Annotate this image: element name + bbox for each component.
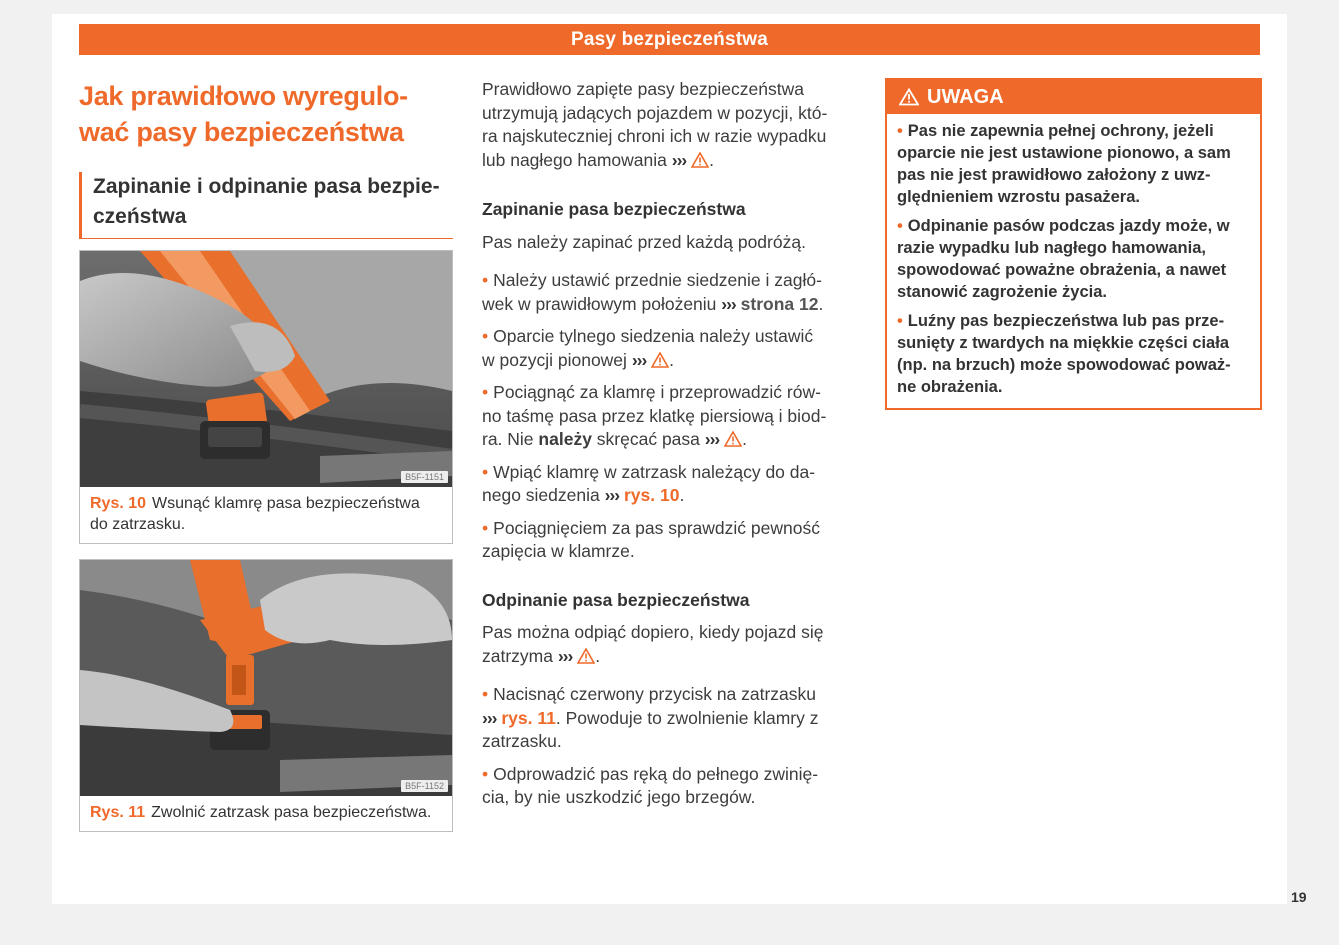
bullet-dot: • (482, 382, 489, 402)
caption-text: Zwolnić zatrzask pasa bezpieczeństwa. (151, 804, 432, 821)
figure-10-image (80, 251, 452, 487)
text-line: wek w prawidłowym położeniu (482, 293, 717, 314)
figure-11 (79, 559, 453, 832)
bullet-dot: • (482, 517, 489, 538)
warning-triangle-icon (899, 88, 919, 106)
warning-item (897, 120, 1250, 208)
subsection-title-line: czeństwa (93, 205, 187, 228)
text-line: w pozycji pionowej (482, 349, 627, 370)
arrows-glyph: ››› (604, 485, 620, 505)
seatbelt-release-illustration (80, 560, 452, 796)
text-line: Odprowadzić pas ręką do pełnego zwinię- (493, 763, 819, 784)
text-line: cia, by nie uszkodzić jego brzegów. (482, 787, 756, 807)
caption-text: do zatrzasku. (90, 516, 186, 533)
left-column (79, 78, 453, 239)
text-line: Odpinanie pasów podczas jazdy może, w (907, 217, 1230, 235)
warning-icon[interactable] (651, 352, 669, 368)
bullet-dot: • (897, 312, 903, 330)
text-line: spowodować poważne obrażenia, a nawet (897, 261, 1227, 279)
text-line: Prawidłowo zapięte pasy bezpieczeństwa (482, 79, 804, 99)
text-line: ne obrażenia. (897, 378, 1003, 396)
text-line: Wpiąć klamrę w zatrzask należący do da- (493, 461, 816, 482)
bullet-dot: • (482, 326, 489, 346)
text-line: sunięty z twardych na miękkie części ciała (897, 334, 1229, 352)
text-line: nego siedzenia (482, 485, 600, 505)
chapter-header: Pasy bezpieczeństwa (79, 24, 1260, 55)
warning-item (897, 215, 1250, 303)
text-line: . Powoduje to zwolnienie klamry z (555, 707, 819, 728)
arrows-glyph: ››› (671, 149, 687, 170)
text-line: ra. Nie (482, 429, 534, 449)
fasten-heading: Zapinanie pasa bezpieczeństwa (482, 199, 746, 219)
text-line: zatrzasku. (482, 731, 562, 751)
section-title-line: wać pasy bezpieczeństwa (79, 117, 404, 147)
text-line: ględnieniem wzrostu pasażera. (897, 188, 1140, 206)
warning-title: UWAGA (927, 86, 1004, 108)
subsection-title-line: Zapinanie i odpinanie pasa bezpie- (93, 175, 440, 198)
text-line: zatrzyma (482, 645, 553, 666)
fasten-intro: Pas należy zapinać przed każdą podróżą. (482, 231, 806, 252)
bullet-dot: • (482, 461, 489, 482)
list-item (482, 683, 852, 754)
bullet-dot: • (482, 684, 489, 704)
bullet-dot: • (897, 217, 903, 235)
text-line: Pociągnięciem za pas sprawdzić pewność (493, 517, 820, 538)
text-line: Pas nie zapewnia pełnej ochrony, jeżeli (907, 122, 1214, 140)
warning-icon[interactable] (724, 431, 742, 447)
text-line: Oparcie tylnego siedzenia należy ustawić (493, 326, 814, 346)
subsection-heading-box (79, 172, 453, 239)
warning-icon[interactable] (691, 152, 709, 168)
section-title (79, 78, 453, 150)
text-line: razie wypadku lub nagłego hamowania, (897, 239, 1206, 257)
text-line: oparcie nie jest ustawione pionowo, a sam (897, 144, 1231, 162)
caption-text: Wsunąć klamrę pasa bezpieczeństwa (152, 495, 420, 512)
unfasten-intro: Pas można odpiąć dopiero, kiedy pojazd się zatrzyma ››› . (482, 621, 852, 668)
text-line: zapięcia w klamrze. (482, 541, 635, 561)
text-line: Należy ustawić przednie siedzenie i zagłó- (493, 270, 822, 290)
text-line: Nacisnąć czerwony przycisk na zatrzasku (493, 684, 817, 704)
list-item (482, 763, 852, 810)
arrows-glyph: ››› (721, 293, 736, 314)
list-item: • Oparcie tylnego siedzenia należy ustawić w pozycji pionowej ››› . (482, 326, 814, 370)
page-number: 19 (1291, 889, 1307, 905)
text-line: Luźny pas bezpieczeństwa lub pas prze- (907, 312, 1225, 330)
text-line: Pas można odpiąć dopiero, kiedy pojazd się (482, 622, 824, 642)
figure-code: B5F-1152 (401, 780, 448, 792)
text-line: stanowić zagrożenie życia. (897, 283, 1107, 301)
arrows-glyph: ››› (704, 429, 720, 449)
emphasis-text: należy (538, 429, 592, 449)
text-line: utrzymują jadących pojazdem w pozycji, któ- (482, 102, 828, 123)
bullet-dot: • (897, 122, 903, 140)
text-line: ra najskuteczniej chroni ich w razie wypadku (482, 126, 827, 146)
figure-code: B5F-1151 (401, 471, 448, 483)
bullet-dot: • (482, 763, 489, 784)
arrows-glyph: ››› (557, 645, 573, 666)
list-item (482, 517, 852, 564)
text-line: skręcać pasa (596, 429, 700, 449)
list-item: • Wpiąć klamrę w zatrzask należący do da- nego siedzenia ››› rys. 10. (482, 461, 816, 505)
figure-label: Rys. 11 (90, 804, 146, 821)
subsection-title (93, 172, 453, 232)
list-item: • Należy ustawić przednie siedzenie i zagłó- wek w prawidłowym położeniu ››› strona 12. (482, 270, 824, 314)
middle-column (482, 78, 852, 810)
warning-icon[interactable] (577, 648, 595, 664)
bullet-dot: • (482, 270, 489, 290)
text-line: lub nagłego hamowania (482, 149, 667, 170)
text-line: no taśmę pasa przez klatkę piersiową i biod- (482, 405, 827, 426)
list-item: • Pociągnąć za klamrę i przeprowadzić rów- no taśmę pasa przez klatkę piersiową i biod- ra. Nie należy skręcać pasa ››› . (482, 381, 852, 452)
page-ref-link[interactable]: strona 12 (740, 293, 819, 314)
text-line: (np. na brzuch) może spowodować poważ- (897, 356, 1231, 374)
figure-label: Rys. 10 (90, 495, 147, 512)
warning-item (897, 310, 1250, 398)
arrows-glyph: ››› (631, 349, 647, 370)
arrows-glyph: ››› (482, 707, 497, 728)
text-line: Pociągnąć za klamrę i przeprowadzić rów- (493, 382, 821, 402)
figure-caption (80, 796, 452, 831)
text-line: pas nie jest prawidłowo założony z uwz- (897, 166, 1211, 184)
intro-paragraph: Prawidłowo zapięte pasy bezpieczeństwa utrzymują jadących pojazdem w pozycji, któ- ra najskuteczniej chroni ich w razie wypadku lub nagłego hamowania ››› . (482, 78, 852, 172)
warning-body (887, 114, 1260, 408)
figure-11-image (80, 560, 452, 796)
unfasten-heading: Odpinanie pasa bezpieczeństwa (482, 589, 750, 610)
warning-header (887, 80, 1260, 114)
figure-caption (80, 487, 452, 543)
figure-ref-link[interactable]: rys. 10 (623, 485, 680, 505)
seatbelt-insert-illustration (80, 251, 452, 487)
warning-box (885, 78, 1262, 410)
figure-ref-link[interactable]: rys. 11 (501, 707, 556, 728)
section-title-line: Jak prawidłowo wyregulo- (79, 81, 408, 111)
figure-10 (79, 250, 453, 544)
